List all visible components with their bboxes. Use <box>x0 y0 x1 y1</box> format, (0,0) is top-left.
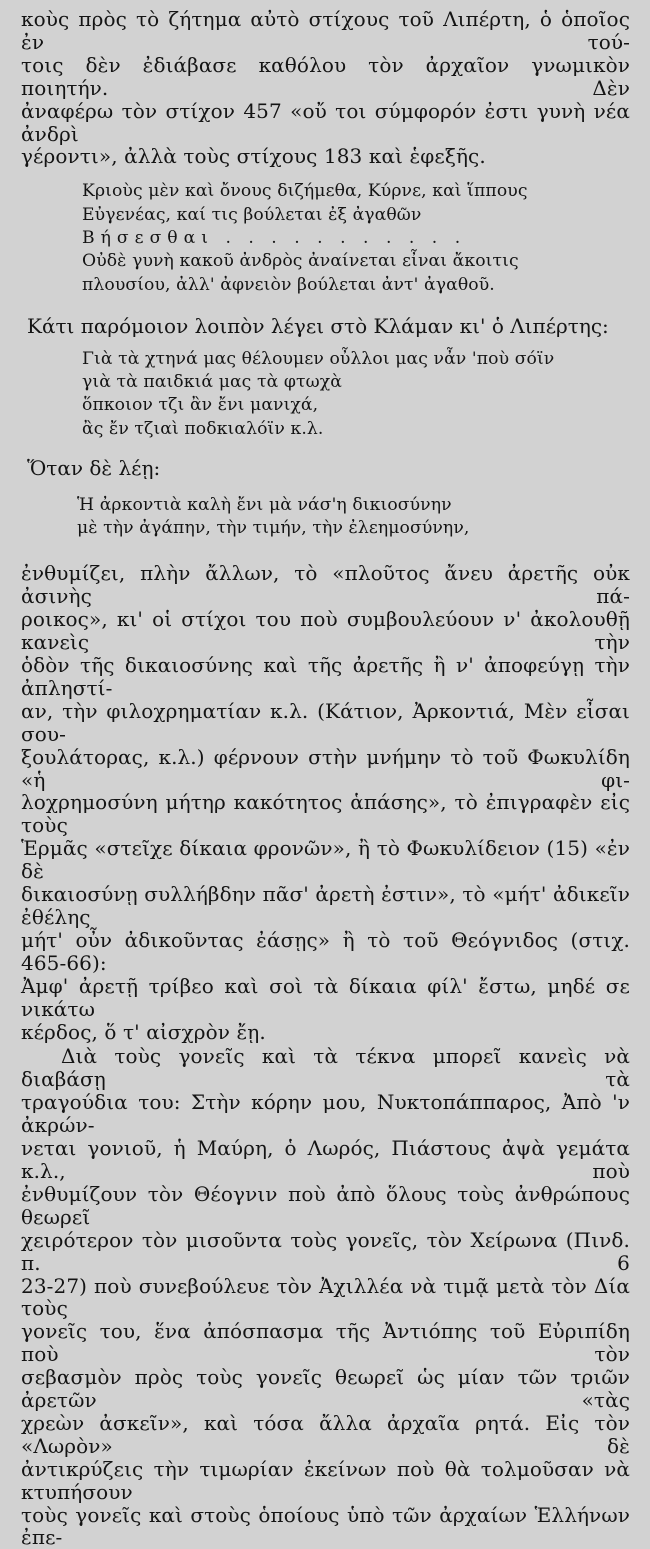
text-line: τοὺς γονεῖς καὶ στοὺς ὁποίους ὑπὸ τῶν ἀρχαίων Ἑλλήνων ἐπε- <box>21 1502 630 1549</box>
verse-line: πλουσίου, ἀλλ' ἀφνειὸν βούλεται ἀντ' ἀγαθοῦ. <box>82 274 495 295</box>
verse-line: Οὐδὲ γυνὴ κακοῦ ἀνδρὸς ἀναίνεται εἶναι ἄκοιτις <box>82 251 519 272</box>
text-line: ἀναφέρω τὸν στίχον 457 «οὔ τοι σύμφορόν ἐστι γυνὴ νέα ἀνδρὶ <box>21 98 630 146</box>
arkontia-quote <box>77 494 630 541</box>
text-line: δικαιοσύνῃ συλλήβδην πᾶσ' ἀρετὴ ἐστιν», τὸ «μήτ' ἀδικεῖν ἐθέλης <box>21 882 630 930</box>
text-line: Διὰ τοὺς γονεῖς καὶ τὰ τέκνα μπορεῖ κανεὶς νὰ διαβάσῃ τὰ <box>21 1044 630 1092</box>
text-line: κέρδος, ὅ τ' αἰσχρὸν ἔῃ. <box>21 1019 266 1044</box>
text-line: αν, τὴν φιλοχρηματίαν κ.λ. (Κάτιον, Ἀρκοντιά, Μὲν εἶσαι σου- <box>21 698 630 746</box>
text-line: Ἑρμᾶς «στεῖχε δίκαια φρονῶν», ἢ τὸ Φωκυλίδειον (15) «ἐν δὲ <box>21 836 630 884</box>
text-line: σεβασμὸν πρὸς τοὺς γονεῖς θεωρεῖ ὡς μίαν τῶν τριῶν ἀρετῶν «τὰς <box>21 1365 630 1413</box>
text-line: μήτ' οὖν ἀδικοῦντας ἐάσῃς» ἢ τὸ τοῦ Θεόγνιδος (στιχ. 465-66): <box>21 927 630 975</box>
middle-paragraph <box>21 562 630 1043</box>
intro-otan: Ὅταν δὲ λέῃ: <box>27 455 161 480</box>
klaman-quote <box>82 348 630 441</box>
text-line: λοχρημοσύνη μήτηρ κακότητος ἁπάσης», τὸ ἐπιγραφὲν εἰς τοὺς <box>21 790 630 838</box>
text-line: ἐνθυμίζουν τὸν Θέογνιν ποὺ ἀπὸ ὅλους τοὺς ἀνθρώπους θεωρεῖ <box>21 1181 630 1229</box>
text-line: κοὺς πρὸς τὸ ζήτημα αὐτὸ στίχους τοῦ Λιπέρτη, ὁ ὁποῖος ἐν τού- <box>21 7 630 54</box>
text-line: χρεὼν ἀσκεῖν», καὶ τόσα ἄλλα ἀρχαῖα ρητά. Εἰς τὸν «Λωρὸν» δὲ <box>21 1410 630 1458</box>
text-line: γονεῖς του, ἕνα ἀπόσπασμα τῆς Ἀντιόπης τοῦ Εὐριπίδη ποὺ τὸν <box>21 1319 630 1367</box>
theognis-quote <box>82 180 630 296</box>
verse-line: Γιὰ τὰ χτηνά μας θέλουμεν οὖλλοι μας νἆν 'ποὺ σόϊν <box>82 348 555 369</box>
verse-line: ἂς ἔν τζιαὶ ποδκιαλόϊν κ.λ. <box>82 418 324 439</box>
text-line: ὁδὸν τῆς δικαιοσύνης καὶ τῆς ἀρετῆς ἢ ν' ἀποφεύγῃ τὴν ἀπληστί- <box>21 653 630 700</box>
top-paragraph <box>21 8 630 168</box>
verse-line: Βήσεσθαι . . . . . . . . . . . <box>82 227 467 248</box>
text-line: ξουλάτορας, κ.λ.) φέρνουν στὴν μνήμην τὸ τοῦ Φωκυλίδη «ἡ φι- <box>21 744 630 792</box>
verse-line: ὅπκοιον τζι ἂν ἔνι μανιχά, <box>82 395 319 416</box>
text-line: νεται γονιοῦ, ἡ Μαύρη, ὁ Λωρός, Πιάστους ἀψὰ γεμάτα κ.λ., ποὺ <box>21 1136 630 1183</box>
verse-line: Εὐγενέας, καί τις βούλεται ἐξ ἀγαθῶν <box>82 204 422 225</box>
text-line: ἐνθυμίζει, πλὴν ἄλλων, τὸ «πλοῦτος ἄνευ ἀρετῆς οὐκ ἀσινὴς πά- <box>21 561 630 609</box>
text-line: ροικος», κι' οἱ στίχοι του ποὺ συμβουλεύουν ν' ἀκολουθῇ κανεὶς τὴν <box>21 607 630 655</box>
verse-line: Κριοὺς μὲν καὶ ὄνους διζήμεθα, Κύρνε, καὶ ἵππους <box>82 181 528 202</box>
text-line: γέροντι», ἀλλὰ τοὺς στίχους 183 καὶ ἑφεξῆς. <box>21 144 486 169</box>
text-line: 23-27) ποὺ συνεβούλευε τὸν Ἀχιλλέα νὰ τιμᾷ μετὰ τὸν Δία τοὺς <box>21 1273 630 1321</box>
verse-line: μὲ τὴν ἀγάπην, τὴν τιμήν, τὴν ἐλεημοσύνην, <box>77 518 470 539</box>
intro-klaman: Κάτι παρόμοιον λοιπὸν λέγει στὸ Κλάμαν κι' ὁ Λιπέρτης: <box>27 313 609 338</box>
last-paragraph <box>21 1045 630 1549</box>
text-line: τραγούδια του: Στὴν κόρην μου, Νυκτοπάππαρος, Ἀπὸ 'ν ἀκρών- <box>21 1090 630 1138</box>
text-line: Ἀμφ' ἀρετῇ τρίβεο καὶ σοὶ τὰ δίκαια φίλ' ἔστω, μηδέ σε νικάτω <box>21 973 630 1021</box>
verse-line: Ἡ ἀρκοντιὰ καλὴ ἔνι μὰ νάσ'η δικιοσύνην <box>77 494 452 515</box>
text-line: ἀντικρύζεις τὴν τιμωρίαν ἐκείνων ποὺ θὰ τολμοῦσαν νὰ κτυπήσουν <box>21 1456 630 1504</box>
text-line: χειρότερον τὸν μισοῦντα τοὺς γονεῖς, τὸν Χείρωνα (Πινδ. π. 6 <box>21 1227 630 1275</box>
verse-line: γιὰ τὰ παιδκιά μας τὰ φτωχὰ <box>82 372 342 393</box>
text-line: τοις δὲν ἐδιάβασε καθόλου τὸν ἀρχαῖον γνωμικὸν ποιητήν. Δὲν <box>21 52 630 100</box>
